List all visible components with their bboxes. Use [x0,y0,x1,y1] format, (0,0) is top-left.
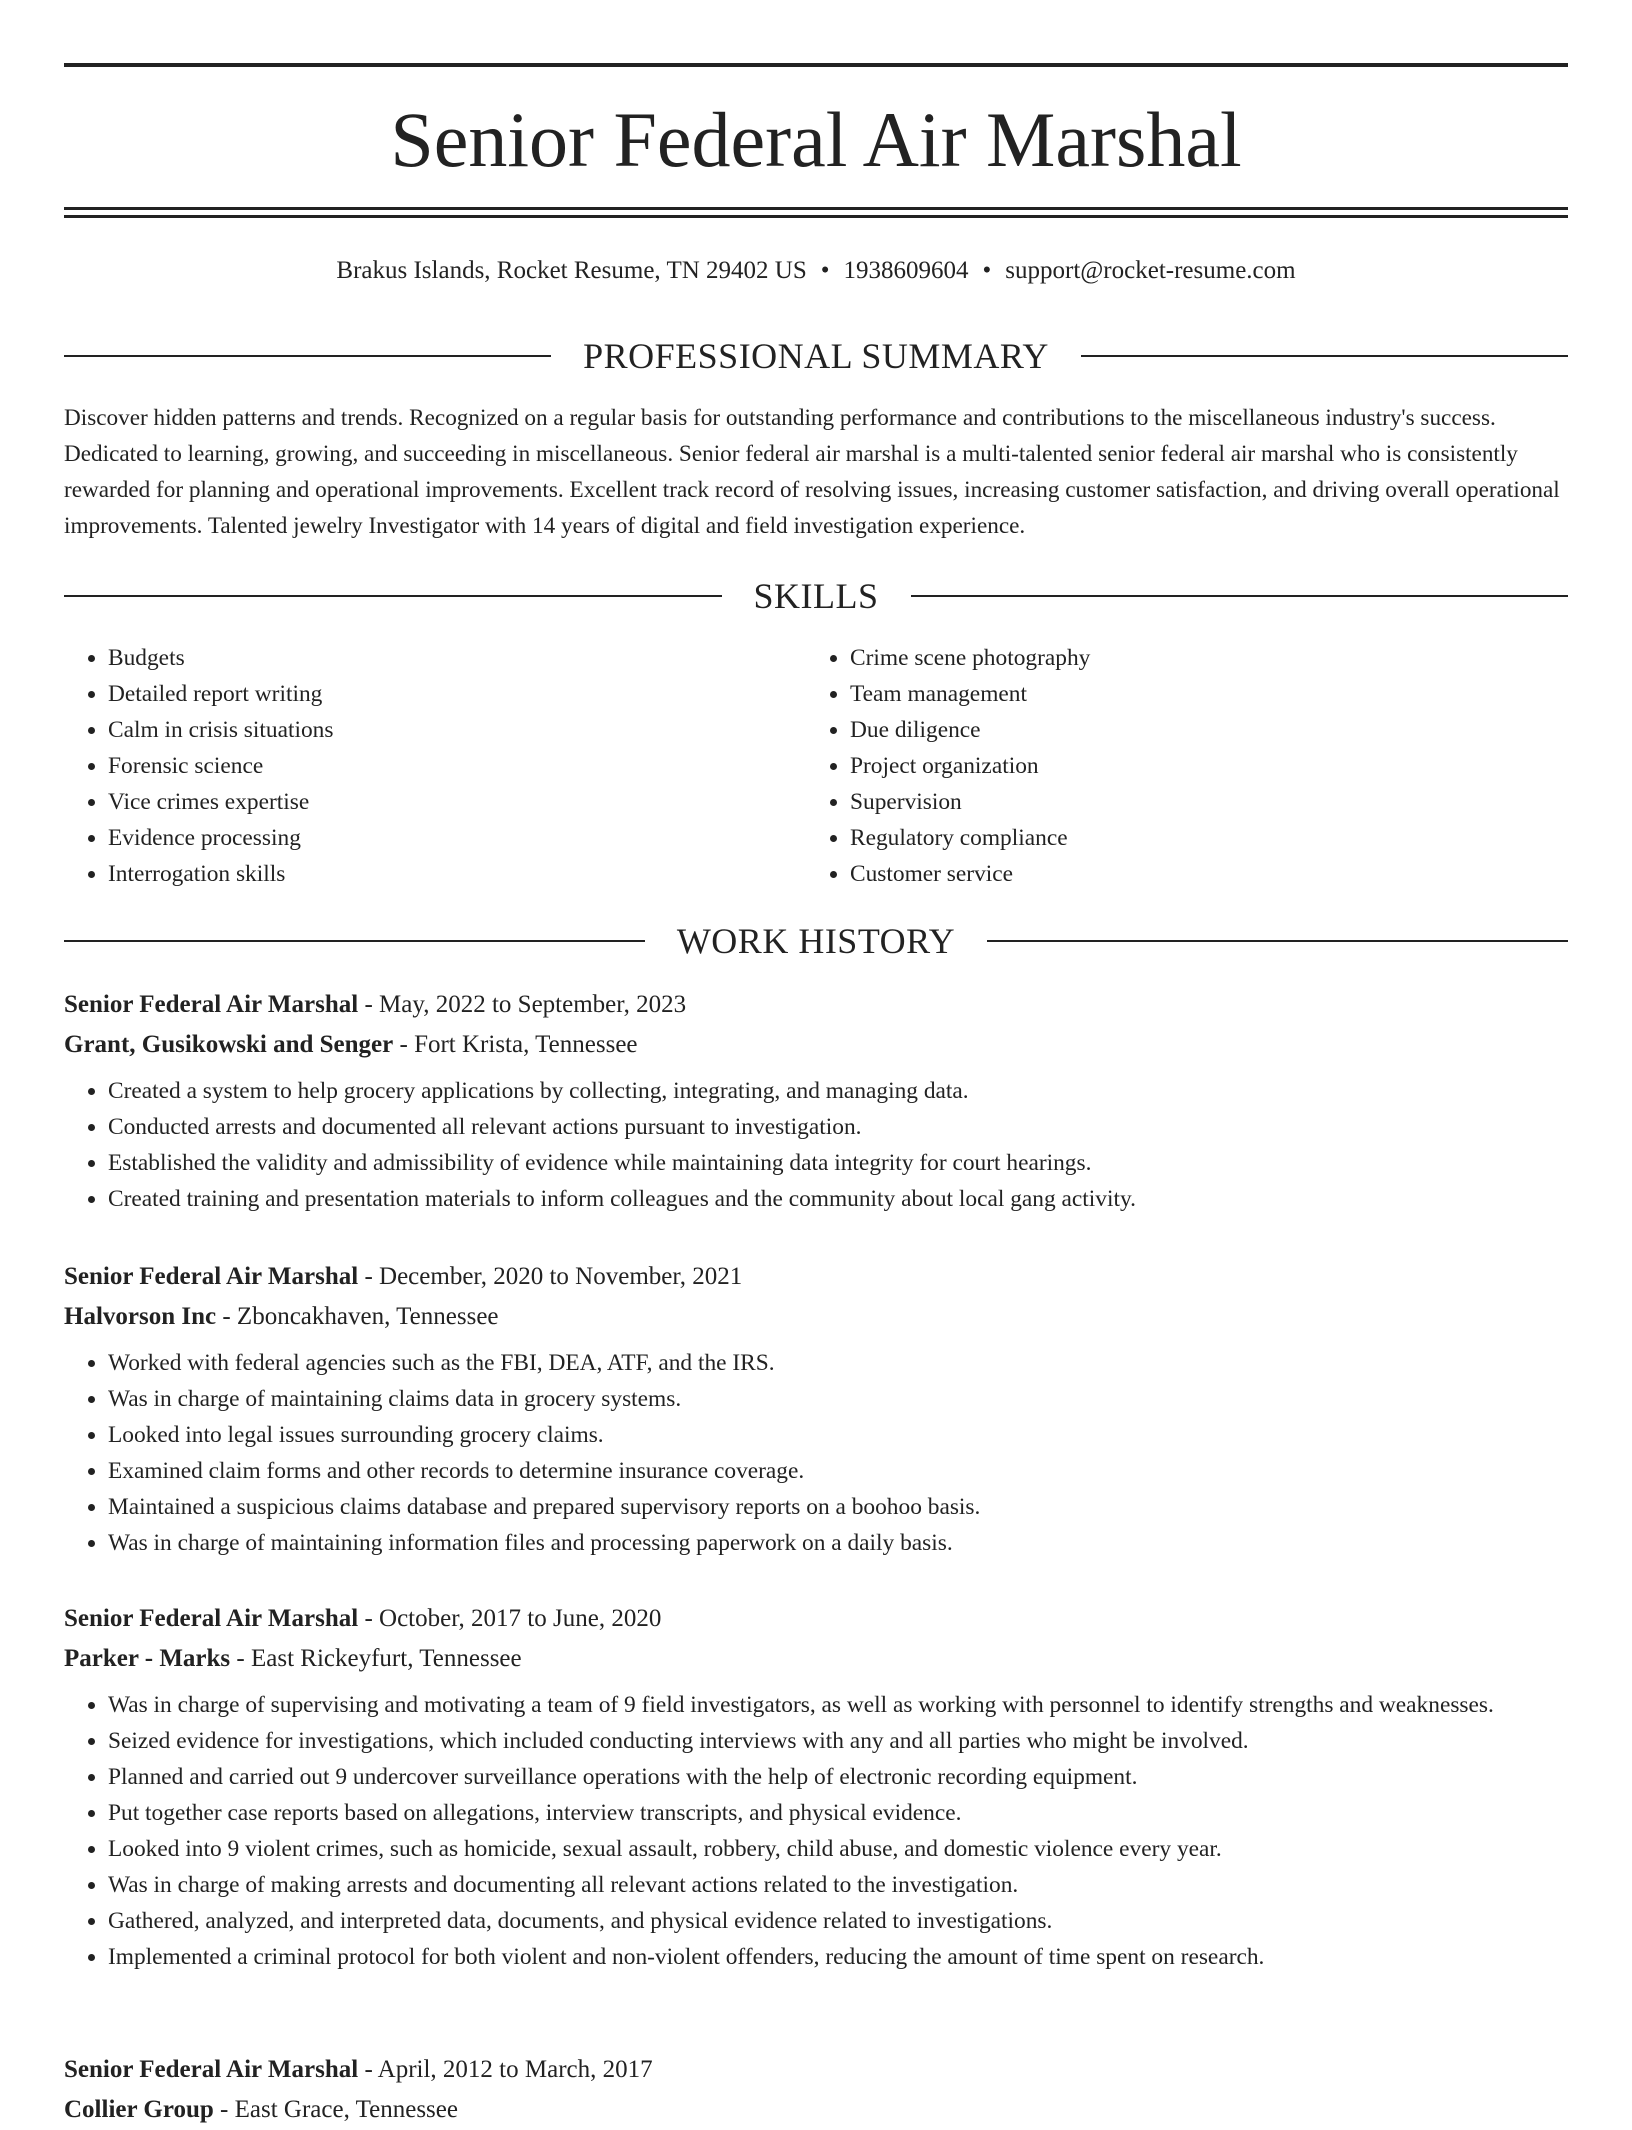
job-company: Halvorson Inc [64,1303,217,1330]
job-bullet: • Worked with federal agencies such as the FBI, DEA, ATF, and the IRS. [108,1345,1568,1381]
job-bullet: • Put together case reports based on allegations, interview transcripts, and physical evidence. [108,1795,1568,1831]
summary-heading: PROFESSIONAL SUMMARY [583,336,1049,376]
work-heading: WORK HISTORY [676,921,956,961]
heading-rule-left [64,940,645,942]
skill-item: • Customer service [850,856,1548,892]
job-location: - East Grace, Tennessee [213,2096,458,2123]
skill-item: • Vice crimes expertise [108,784,806,820]
summary-text: Discover hidden patterns and trends. Recognized on a regular basis for outstanding performance and contributions to the miscellaneous industry's success. Dedicated to learning, growing, and succeeding in miscellaneous. Senior federal air marshal is a multi-talented senior federal air marshal who is consistently rewarded for planning and operational improvements. Excellent track record of resolving issues, increasing customer satisfaction, and driving overall operational improvements. Talented jewelry Investigator with 14 years of digital and field investigation experience. [64,405,1560,539]
contact-phone: 1938609604 [843,257,969,284]
job-entry [64,985,1568,1217]
job-bullet: • Maintained a suspicious claims database and prepared supervisory reports on a boohoo basis. [108,1489,1568,1525]
job-bullet: • Was in charge of maintaining information files and processing paperwork on a daily basis. [108,1525,1568,1561]
job-bullet: • Was in charge of making arrests and documenting all relevant actions related to the investigation. [108,1867,1568,1903]
job-bullet: • Was in charge of supervising and motivating a team of 9 field investigators, as well as working with personnel to identify strengths and weaknesses. [108,1687,1568,1723]
job-location: - East Rickeyfurt, Tennessee [230,1645,522,1672]
skills-heading: SKILLS [753,576,879,616]
job-title: Senior Federal Air Marshal [64,1263,359,1290]
job-title-line [64,2050,1568,2090]
skills-column-left [64,640,806,892]
job-location: - Fort Krista, Tennessee [393,1031,638,1058]
summary-heading-block [64,334,1568,378]
skill-item: • Crime scene photography [850,640,1548,676]
job-entry [64,1599,1568,1975]
resume-title: Senior Federal Air Marshal [390,96,1242,183]
job-bullet: • Gathered, analyzed, and interpreted data, documents, and physical evidence related to investigations. [108,1903,1568,1939]
job-dates: - April, 2012 to March, 2017 [358,2056,653,2083]
heading-rule-right [987,940,1568,942]
job-company-line [64,1297,1568,1337]
job-bullet: • Looked into legal issues surrounding grocery claims. [108,1417,1568,1453]
skill-item: • Calm in crisis situations [108,712,806,748]
contact-email: support@rocket-resume.com [1005,257,1296,284]
job-bullets [64,1345,1568,1561]
job-dates: - May, 2022 to September, 2023 [358,991,687,1018]
job-bullet: • Implemented a criminal protocol for both violent and non-violent offenders, reducing the amount of time spent on research. [108,1939,1568,1975]
job-bullets [64,1687,1568,1975]
contact-address: Brakus Islands, Rocket Resume, TN 29402 US [336,257,807,284]
job-title: Senior Federal Air Marshal [64,1605,359,1632]
job-company: Parker - Marks [64,1645,231,1672]
skill-item: • Budgets [108,640,806,676]
skill-item: • Interrogation skills [108,856,806,892]
job-entry [64,2050,1568,2130]
skill-item: • Team management [850,676,1548,712]
heading-rule-left [64,355,551,357]
heading-rule-right [911,595,1569,597]
skill-item: • Supervision [850,784,1548,820]
job-bullet: • Looked into 9 violent crimes, such as homicide, sexual assault, robbery, child abuse, and domestic violence every year. [108,1831,1568,1867]
skills-heading-block [64,574,1568,618]
job-bullet: • Seized evidence for investigations, which included conducting interviews with any and all parties who might be involved. [108,1723,1568,1759]
job-bullet: • Created a system to help grocery applications by collecting, integrating, and managing data. [108,1073,1568,1109]
job-bullet: • Examined claim forms and other records to determine insurance coverage. [108,1453,1568,1489]
skill-item: • Due diligence [850,712,1548,748]
skill-item: • Detailed report writing [108,676,806,712]
job-title: Senior Federal Air Marshal [64,2056,359,2083]
skill-item: • Project organization [850,748,1548,784]
job-bullet: • Conducted arrests and documented all relevant actions pursuant to investigation. [108,1109,1568,1145]
top-rule [64,63,1568,67]
skill-item: • Evidence processing [108,820,806,856]
job-company: Grant, Gusikowski and Senger [64,1031,394,1058]
heading-rule-left [64,595,722,597]
job-company-line [64,2090,1568,2130]
job-entry [64,1257,1568,1561]
job-location: - Zboncakhaven, Tennessee [216,1303,499,1330]
heading-rule-right [1081,355,1568,357]
job-bullet: • Was in charge of maintaining claims data in grocery systems. [108,1381,1568,1417]
contact-line [64,255,1568,287]
contact-separator: • [820,257,830,284]
job-company-line [64,1025,1568,1065]
skills-column-right [806,640,1548,892]
skill-item: • Regulatory compliance [850,820,1548,856]
job-bullet: • Established the validity and admissibility of evidence while maintaining data integrity for court hearings. [108,1145,1568,1181]
job-title: Senior Federal Air Marshal [64,991,359,1018]
double-rule [64,207,1568,218]
job-dates: - October, 2017 to June, 2020 [358,1605,662,1632]
job-bullet: • Created training and presentation materials to inform colleagues and the community about local gang activity. [108,1181,1568,1217]
job-title-line [64,985,1568,1025]
skills-list [64,640,1568,892]
contact-separator: • [982,257,992,284]
job-title-line [64,1257,1568,1297]
work-heading-block [64,919,1568,963]
job-title-line [64,1599,1568,1639]
job-dates: - December, 2020 to November, 2021 [358,1263,743,1290]
skill-item: • Forensic science [108,748,806,784]
job-company: Collier Group [64,2096,214,2123]
job-bullet: • Planned and carried out 9 undercover surveillance operations with the help of electronic recording equipment. [108,1759,1568,1795]
job-bullets [64,1073,1568,1217]
job-company-line [64,1639,1568,1679]
